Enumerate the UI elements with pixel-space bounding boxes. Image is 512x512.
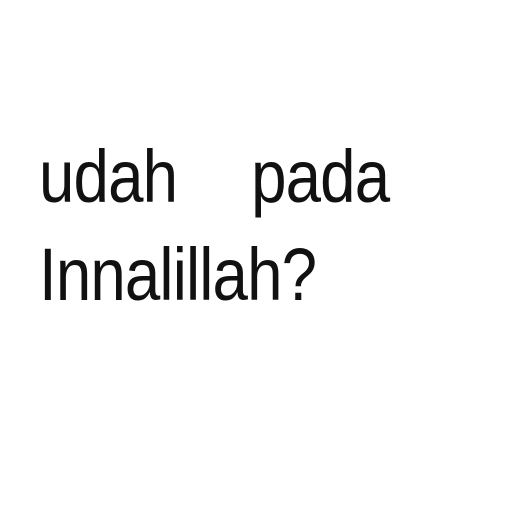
caption-word-udah: udah: [39, 135, 178, 218]
caption-word-pada: pada: [251, 135, 390, 218]
caption-line-1: [39, 128, 417, 226]
meme-caption: [39, 128, 417, 324]
caption-line-2: Innalillah?: [39, 233, 317, 316]
